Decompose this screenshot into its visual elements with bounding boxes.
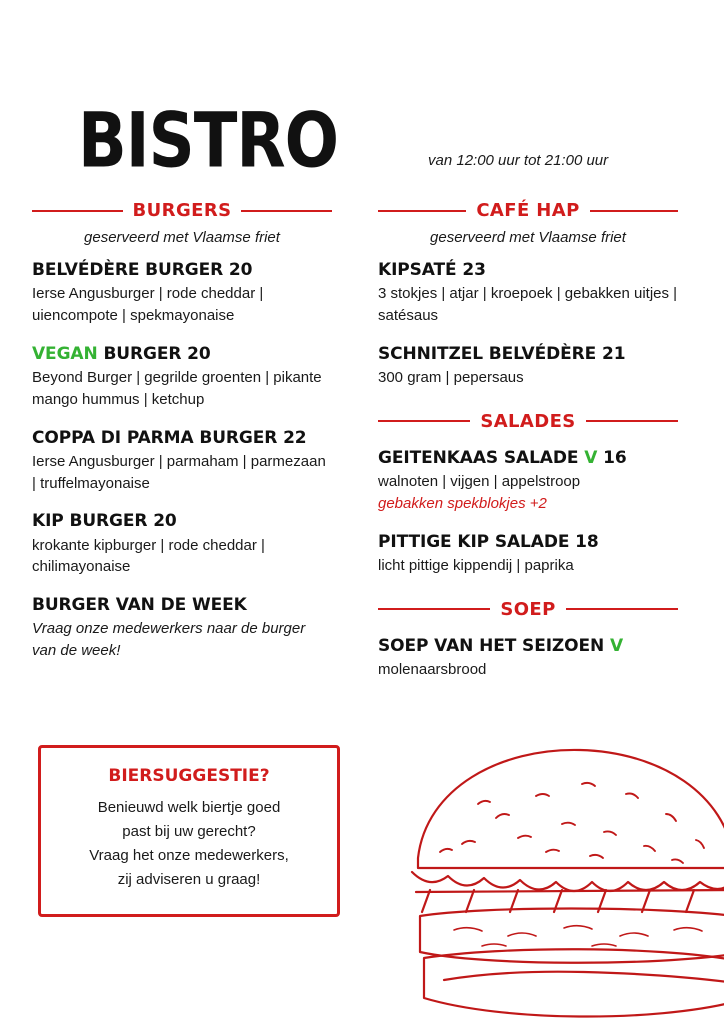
column-left (32, 200, 332, 679)
item-name: COPPA DI PARMA BURGER 22 (32, 427, 307, 448)
item-name-text: SOEP VAN HET SEIZOEN (378, 635, 610, 656)
opening-hours: van 12:00 uur tot 21:00 uur (428, 152, 609, 169)
menu-header (0, 0, 724, 190)
menu-item (378, 344, 678, 389)
rule-right (586, 420, 678, 422)
section-subtitle-burgers: geserveerd met Vlaamse friet (84, 229, 280, 246)
section-cafe-hap (378, 200, 678, 389)
rule-left (32, 210, 123, 212)
section-header-cafe-hap (378, 200, 678, 221)
section-subtitle-cafe-hap: geserveerd met Vlaamse friet (430, 229, 626, 246)
item-description: Beyond Burger | gegrilde groenten | pikante mango hummus | ketchup (32, 369, 322, 408)
menu-item (378, 636, 678, 681)
beer-suggestion-line: Benieuwd welk biertje goed (97, 799, 281, 816)
section-title-soep: SOEP (500, 598, 556, 620)
beer-suggestion-title: BIERSUGGESTIE? (108, 766, 270, 786)
menu-item (32, 260, 332, 327)
rule-right (566, 608, 678, 610)
section-soep (378, 599, 678, 681)
beer-suggestion-line: past bij uw gerecht? (122, 823, 256, 840)
beer-suggestion-line: zij adviseren u graag! (117, 871, 261, 888)
menu-item (32, 344, 332, 411)
section-header-burgers (32, 200, 332, 221)
item-description: 3 stokjes | atjar | kroepoek | gebakken uitjes | satésaus (378, 285, 678, 324)
item-price: 16 (597, 447, 627, 468)
menu-item (378, 448, 678, 515)
section-salades (378, 411, 678, 577)
vegan-label: VEGAN (32, 343, 104, 364)
item-description: walnoten | vijgen | appelstroop (378, 473, 581, 490)
section-header-salades (378, 411, 678, 432)
rule-left (378, 210, 466, 212)
rule-right (241, 210, 332, 212)
menu-item (378, 260, 678, 327)
section-title-salades: SALADES (480, 410, 576, 432)
beer-suggestion-box (38, 745, 340, 917)
rule-right (590, 210, 678, 212)
item-description: molenaarsbrood (378, 660, 487, 678)
rule-left (378, 608, 490, 610)
vegetarian-icon: V (584, 447, 598, 468)
menu-item (32, 595, 332, 662)
item-name: PITTIGE KIP SALADE 18 (378, 531, 599, 552)
item-description: Ierse Angusburger | rode cheddar | uiencompote | spekmayonaise (32, 285, 264, 324)
item-name (32, 344, 332, 365)
item-description: krokante kipburger | rode cheddar | chilimayonaise (32, 536, 265, 576)
item-name: BELVÉDÈRE BURGER 20 (32, 260, 253, 280)
menu-item (32, 428, 332, 495)
item-name: KIP BURGER 20 (32, 511, 177, 532)
item-name (378, 636, 678, 657)
item-name (378, 448, 678, 469)
section-title-cafe-hap: CAFÉ HAP (476, 200, 580, 221)
item-name: KIPSATÉ 23 (378, 260, 486, 280)
section-burgers (32, 200, 332, 662)
section-header-soep (378, 599, 678, 620)
item-description: Ierse Angusburger | parmaham | parmezaan | truffelmayonaise (32, 452, 326, 492)
item-name-text: GEITENKAAS SALADE (378, 447, 585, 468)
page-title: BISTRO (78, 98, 339, 186)
item-description: 300 gram | pepersaus (378, 369, 524, 386)
menu-item (32, 511, 332, 578)
vegetarian-icon: V (609, 635, 624, 656)
item-name: SCHNITZEL BELVÉDÈRE 21 (378, 343, 626, 364)
beer-suggestion-line: Vraag het onze medewerkers, (89, 847, 289, 864)
section-title-burgers: BURGERS (132, 200, 232, 221)
item-description: Vraag onze medewerkers naar de burger van de week! (32, 620, 306, 659)
rule-left (378, 420, 470, 422)
burger-illustration-icon (404, 740, 724, 1024)
item-description: licht pittige kippendij | paprika (378, 556, 574, 574)
column-right (378, 200, 678, 698)
menu-item (378, 532, 678, 577)
item-extra: gebakken spekblokjes +2 (378, 494, 547, 512)
item-name-text: BURGER 20 (103, 343, 211, 364)
item-name: BURGER VAN DE WEEK (32, 595, 247, 615)
